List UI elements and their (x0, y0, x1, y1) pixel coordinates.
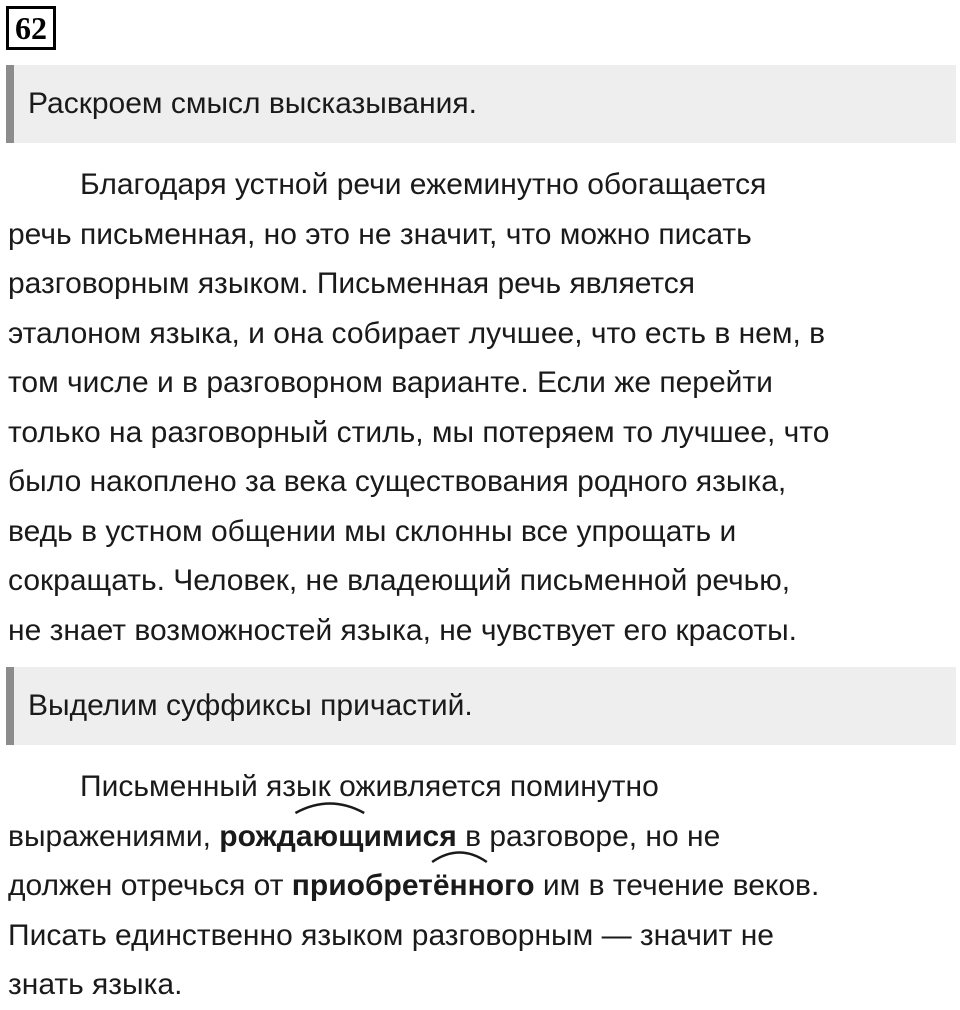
text-line (8, 861, 953, 911)
task-heading-text: Раскроем смысл высказывания. (28, 87, 478, 120)
task-heading-suffixes (6, 667, 956, 745)
text-fragment: в разговоре, но не (456, 819, 721, 853)
text-line: том числе и в разговорном варианте. Если же перейти (8, 366, 773, 399)
text-line: не знает возможностей языка, не чувствует его красоты. (8, 613, 797, 647)
word-part: ого (485, 869, 535, 902)
suffix-mark (433, 861, 486, 911)
suffix-text: ённ (432, 869, 486, 902)
task-heading-text: Выделим суффиксы причастий. (28, 689, 473, 722)
task-heading-meaning (6, 65, 956, 143)
text-line: ведь в устном общении мы склонны все упрощать и (8, 514, 737, 548)
text-line: сокращать. Человек, не владеющий письменной речью, (8, 564, 791, 597)
text-line: Благодаря устной речи ежеминутно обогащается (80, 168, 767, 201)
suffix-text: ающ (295, 819, 364, 853)
word-part: имися (363, 819, 457, 853)
text-fragment: выражениями, (8, 819, 220, 853)
answer-paragraph-meaning (8, 160, 953, 655)
text-fragment: им в течение веков. (534, 869, 820, 902)
text-line: Письменный язык оживляется поминутно (80, 770, 659, 803)
participle-rozhdayushchimisya (219, 820, 456, 853)
exercise-number: 62 (6, 6, 56, 50)
text-line: Писать единственно языком разговорным — значит не (8, 918, 774, 952)
text-line: знать языка. (8, 968, 183, 1001)
word-part: рожд (219, 819, 296, 853)
text-line: только на разговорный стиль, мы потеряем то лучшее, что (8, 415, 830, 449)
participle-priobretennogo (292, 869, 535, 902)
suffix-arc-icon (431, 847, 488, 863)
text-line: речь письменная, но это не значит, что можно писать (8, 217, 752, 251)
answer-paragraph-suffixes (8, 762, 953, 1010)
suffix-mark (296, 812, 364, 862)
text-line: эталоном языка, и она собирает лучшее, что есть в нем, в (8, 316, 826, 350)
suffix-arc-icon (294, 798, 366, 814)
text-line: разговорным языком. Письменная речь является (8, 267, 696, 300)
text-fragment: должен отречься от (8, 869, 292, 902)
word-part: приобрет (291, 869, 433, 902)
text-line: было накоплено за века существования родного языка, (8, 465, 787, 498)
